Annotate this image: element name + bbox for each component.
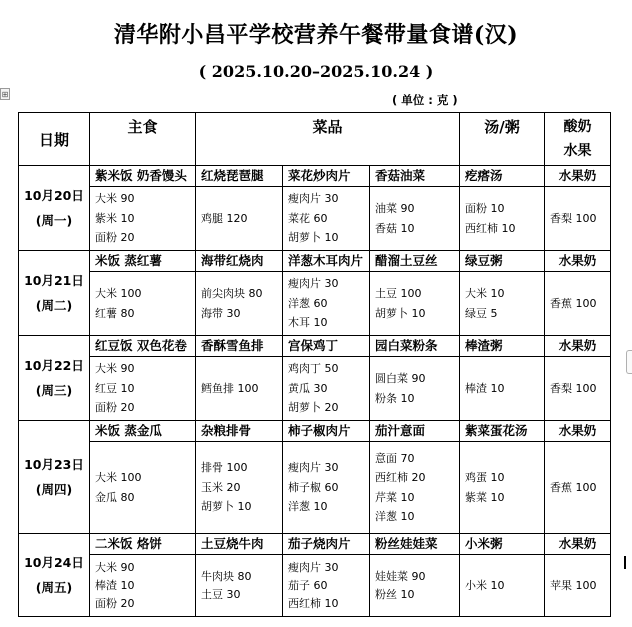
text-cursor [624, 556, 626, 569]
day-cell [19, 251, 90, 336]
ingredient-line: 黄瓜 30 [288, 381, 328, 395]
ingredient-line: 洋葱 10 [375, 510, 415, 523]
main-name: 米饭 蒸红薯 [90, 251, 196, 272]
ingredient-line: 土豆 100 [375, 287, 422, 300]
day-weekday: (周一) [35, 213, 73, 228]
ingredient-line: 大米 10 [465, 287, 505, 300]
day-date: 10月21日 [24, 273, 84, 288]
ingredient-line: 瘦肉片 30 [288, 560, 339, 574]
day-name-row [19, 336, 611, 357]
dish2-name: 茄子烧肉片 [283, 534, 370, 555]
ingredient-line: 红豆 10 [95, 381, 135, 395]
ingredient-line: 柿子椒 60 [288, 480, 339, 494]
ingredient-line: 玉米 20 [201, 480, 241, 494]
ingredient-line: 西红柿 10 [288, 596, 339, 610]
ingredient-line: 面粉 10 [465, 202, 505, 215]
ingredient-line: 鸡蛋 10 [465, 471, 505, 484]
fruit-ingredients [545, 442, 611, 534]
dish1-ingredients [196, 357, 283, 421]
ingredient-line: 鸡肉丁 50 [288, 362, 339, 376]
dish3-name: 醋溜土豆丝 [370, 251, 460, 272]
ingredient-line: 棒渣 10 [465, 381, 505, 395]
fruit-name: 水果奶 [545, 166, 611, 187]
day-name-row [19, 166, 611, 187]
header-dishes: 菜品 [196, 113, 460, 166]
soup-ingredients [460, 555, 545, 617]
fruit-ingredients [545, 357, 611, 421]
day-cell [19, 336, 90, 421]
day-ingredients-row [19, 442, 611, 534]
soup-name: 棒渣粥 [460, 336, 545, 357]
ingredient-line: 茄子 60 [288, 578, 328, 592]
ingredient-line: 香蕉 100 [550, 296, 597, 310]
dish3-ingredients [370, 357, 460, 421]
day-weekday: (周二) [35, 298, 73, 313]
dish2-ingredients [283, 357, 370, 421]
main-name: 二米饭 烙饼 [90, 534, 196, 555]
ingredient-line: 洋葱 10 [288, 500, 328, 514]
main-name: 紫米饭 奶香馒头 [90, 166, 196, 187]
day-name-row [19, 421, 611, 442]
day-ingredients-row [19, 555, 611, 617]
day-weekday: (周五) [35, 580, 73, 595]
ingredient-line: 绿豆 5 [465, 306, 498, 320]
day-date: 10月24日 [24, 555, 84, 570]
dish3-ingredients [370, 442, 460, 534]
soup-name: 小米粥 [460, 534, 545, 555]
header-fruit [545, 113, 611, 166]
ingredient-line: 香梨 100 [550, 381, 597, 395]
main-name: 红豆饭 双色花卷 [90, 336, 196, 357]
dish1-name: 海带红烧肉 [196, 251, 283, 272]
ingredient-line: 洋葱 60 [288, 296, 328, 310]
ingredient-line: 意面 70 [375, 451, 415, 465]
dish1-name: 杂粮排骨 [196, 421, 283, 442]
header-date: 日期 [19, 113, 90, 166]
ingredient-line: 油菜 90 [375, 202, 415, 215]
header-soup: 汤/粥 [460, 113, 545, 166]
dish2-name: 洋葱木耳肉片 [283, 251, 370, 272]
menu-title: 清华附小昌平学校营养午餐带量食谱(汉) [113, 22, 519, 48]
day-weekday: (周三) [35, 383, 73, 398]
ingredient-line: 西红柿 10 [465, 221, 516, 235]
dish2-name: 菜花炒肉片 [283, 166, 370, 187]
ingredient-line: 鳕鱼排 100 [201, 381, 259, 395]
ingredient-line: 紫菜 10 [465, 490, 505, 504]
ingredient-line: 前尖肉块 80 [201, 287, 263, 300]
ingredient-line: 鸡腿 120 [201, 211, 248, 225]
soup-name: 疙瘩汤 [460, 166, 545, 187]
dish1-name: 红烧琵琶腿 [196, 166, 283, 187]
dish2-name: 柿子椒肉片 [283, 421, 370, 442]
ingredient-line: 胡萝卜 10 [201, 500, 252, 514]
dish2-ingredients [283, 555, 370, 617]
ingredient-line: 瘦肉片 30 [288, 192, 339, 206]
date-range: ( 2025.10.20–2025.10.24 ) [198, 62, 434, 81]
header-fruit-line1: 酸奶 [563, 119, 592, 135]
ingredient-line: 面粉 20 [95, 596, 135, 610]
soup-ingredients [460, 272, 545, 336]
dish3-name: 茄汁意面 [370, 421, 460, 442]
ingredient-line: 红薯 80 [95, 306, 135, 320]
ingredient-line: 粉丝 10 [375, 587, 415, 601]
ingredient-line: 面粉 20 [95, 401, 135, 415]
soup-ingredients [460, 442, 545, 534]
day-weekday: (周四) [35, 482, 73, 497]
main-ingredients [90, 357, 196, 421]
main-ingredients [90, 555, 196, 617]
ingredient-line: 大米 90 [95, 362, 135, 376]
main-ingredients [90, 187, 196, 251]
dish1-name: 香酥雪鱼排 [196, 336, 283, 357]
fruit-name: 水果奶 [545, 336, 611, 357]
ingredient-line: 瘦肉片 30 [288, 461, 339, 475]
table-move-handle-icon[interactable]: ⊞ [1, 90, 9, 99]
unit-label: ( 单位 : 克 ) [392, 93, 458, 107]
ingredient-line: 娃娃菜 90 [375, 569, 426, 583]
dish3-ingredients [370, 187, 460, 251]
soup-name: 紫菜蛋花汤 [460, 421, 545, 442]
day-cell [19, 166, 90, 251]
dish1-ingredients [196, 442, 283, 534]
day-name-row [19, 251, 611, 272]
ingredient-line: 菜花 60 [288, 211, 328, 225]
dish3-name: 粉丝娃娃菜 [370, 534, 460, 555]
dish1-ingredients [196, 555, 283, 617]
ingredient-line: 海带 30 [201, 306, 241, 320]
ingredient-line: 面粉 20 [95, 231, 135, 245]
ingredient-line: 大米 100 [95, 471, 142, 484]
ingredient-line: 大米 90 [95, 560, 135, 574]
ingredient-line: 木耳 10 [288, 316, 328, 330]
dish2-ingredients [283, 442, 370, 534]
day-ingredients-row [19, 357, 611, 421]
day-date: 10月20日 [24, 188, 84, 203]
fruit-name: 水果奶 [545, 251, 611, 272]
ingredient-line: 香菇 10 [375, 221, 415, 235]
menu-table [18, 112, 611, 617]
ingredient-line: 小米 10 [465, 578, 505, 592]
day-ingredients-row [19, 272, 611, 336]
fruit-name: 水果奶 [545, 534, 611, 555]
ingredient-line: 大米 100 [95, 287, 142, 300]
soup-name: 绿豆粥 [460, 251, 545, 272]
dish1-ingredients [196, 187, 283, 251]
fruit-ingredients [545, 555, 611, 617]
ingredient-line: 芹菜 10 [375, 490, 415, 504]
header-main-food: 主食 [90, 113, 196, 166]
ingredient-line: 土豆 30 [201, 587, 241, 601]
ingredient-line: 棒渣 10 [95, 578, 135, 592]
soup-ingredients [460, 357, 545, 421]
dish3-name: 香菇油菜 [370, 166, 460, 187]
fruit-ingredients [545, 187, 611, 251]
dish3-ingredients [370, 555, 460, 617]
fruit-ingredients [545, 272, 611, 336]
day-date: 10月23日 [24, 457, 84, 472]
side-scroll-marker-icon[interactable] [626, 350, 632, 374]
header-row [19, 113, 611, 166]
soup-ingredients [460, 187, 545, 251]
day-date: 10月22日 [24, 358, 84, 373]
day-ingredients-row [19, 187, 611, 251]
day-cell [19, 421, 90, 534]
ingredient-line: 紫米 10 [95, 211, 135, 225]
ingredient-line: 大米 90 [95, 192, 135, 206]
day-name-row [19, 534, 611, 555]
ingredient-line: 胡萝卜 10 [375, 306, 426, 320]
header-fruit-line2: 水果 [563, 143, 592, 159]
ingredient-line: 瘦肉片 30 [288, 277, 339, 291]
ingredient-line: 香梨 100 [550, 211, 597, 225]
main-ingredients [90, 442, 196, 534]
ingredient-line: 排骨 100 [201, 461, 248, 475]
dish2-name: 宫保鸡丁 [283, 336, 370, 357]
dish2-ingredients [283, 272, 370, 336]
ingredient-line: 圆白菜 90 [375, 372, 426, 385]
ingredient-line: 金瓜 80 [95, 490, 135, 504]
dish1-name: 土豆烧牛肉 [196, 534, 283, 555]
dish3-name: 园白菜粉条 [370, 336, 460, 357]
ingredient-line: 胡萝卜 10 [288, 231, 339, 245]
ingredient-line: 粉条 10 [375, 391, 415, 405]
ingredient-line: 胡萝卜 20 [288, 401, 339, 415]
dish3-ingredients [370, 272, 460, 336]
dish1-ingredients [196, 272, 283, 336]
dish2-ingredients [283, 187, 370, 251]
main-ingredients [90, 272, 196, 336]
main-name: 米饭 蒸金瓜 [90, 421, 196, 442]
ingredient-line: 苹果 100 [550, 578, 597, 592]
day-cell [19, 534, 90, 617]
ingredient-line: 西红柿 20 [375, 471, 426, 484]
ingredient-line: 牛肉块 80 [201, 569, 252, 583]
fruit-name: 水果奶 [545, 421, 611, 442]
ingredient-line: 香蕉 100 [550, 480, 597, 494]
